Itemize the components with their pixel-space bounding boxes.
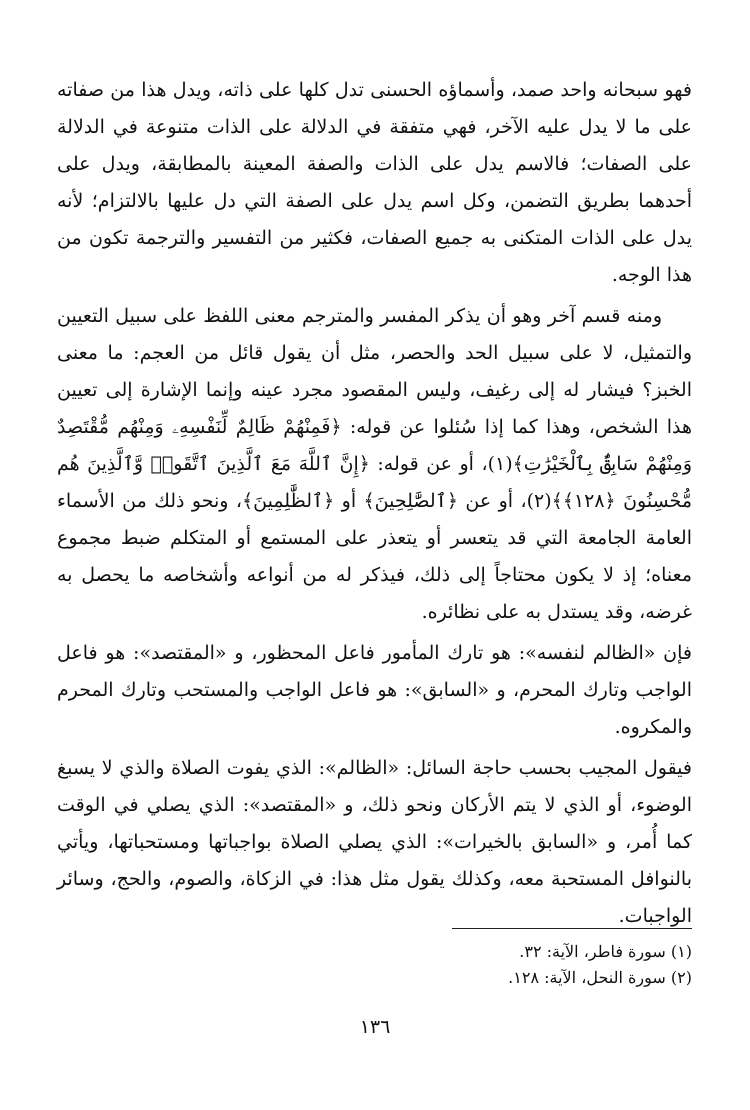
page-body [57, 72, 692, 939]
footnote-divider [452, 928, 692, 929]
paragraph-4: فيقول المجيب بحسب حاجة السائل: «الظالم»: الذي يفوت الصلاة والذي لا يسبغ الوضوء، أو الذي لا يتم الأركان ونحو ذلك، و «المقتصد»: الذي يصلي في الوقت كما أُمر، و «السابق بالخيرات»: الذي يصلي الصلاة بواجباتها ومستحباتها، ويأتي بالنوافل المستحبة معه، وكذلك يقول مثل هذا: في الزكاة، والصوم، والحج، وسائر الواجبات. [57, 757, 692, 927]
paragraph-2: ومنه قسم آخر وهو أن يذكر المفسر والمترجم معنى اللفظ على سبيل التعيين والتمثيل، لا على سبيل الحد والحصر، مثل أن يقول قائل من العجم: ما معنى الخبز؟ فيشار له إلى رغيف، وليس المقصود مجرد عينه وإنما الإشارة إلى تعيين هذا الشخص، وهذا كما إذا سُئلوا عن قوله: ﴿فَمِنْهُمْ ظَالِمٌ لِّنَفْسِهِۦ وَمِنْهُم مُّقْتَصِدٌ وَمِنْهُمْ سَابِقٌۢ بِٱلْخَيْرَٰتِ﴾(١)، أو عن قوله: ﴿إِنَّ ٱللَّهَ مَعَ ٱلَّذِينَ ٱتَّقَوا۟ وَّٱلَّذِينَ هُم مُّحْسِنُونَ ﴿١٢٨﴾﴾(٢)، أو عن ﴿ٱلصَّٰلِحِينَ﴾ أو ﴿ٱلظَّٰلِمِينَ﴾، ونحو ذلك من الأسماء العامة الجامعة التي قد يتعسر أو يتعذر على المستمع أو المتكلم ضبط مجموع معناه؛ إذ لا يكون محتاجاً إلى ذلك، فيذكر له من أنواعه وأشخاصه ما يحصل به غرضه، وقد يستدل به على نظائره. [57, 305, 692, 623]
paragraph-1: فهو سبحانه واحد صمد، وأسماؤه الحسنى تدل كلها على ذاته، ويدل هذا من صفاته على ما لا يدل عليه الآخر، فهي متفقة في الدلالة على الذات متنوعة في الدلالة على الصفات؛ فالاسم يدل على الذات والصفة المعينة بالمطابقة، ويدل على أحدهما بطريق التضمن، وكل اسم يدل على الصفة التي دل عليها بالالتزام؛ لأنه يدل على الذات المتكنى به جميع الصفات، فكثير من التفسير والترجمة تكون من هذا الوجه. [57, 79, 692, 286]
page-number: ١٣٦ [359, 1016, 391, 1038]
footnote-2: (٢) سورة النحل، الآية: ١٢٨. [508, 968, 692, 987]
footnotes [57, 928, 692, 991]
footnote-1: (١) سورة فاطر، الآية: ٣٢. [519, 942, 692, 961]
paragraph-3: فإن «الظالم لنفسه»: هو تارك المأمور فاعل المحظور، و «المقتصد»: هو فاعل الواجب وتارك المحرم، و «السابق»: هو فاعل الواجب والمستحب وتارك المحرم والمكروه. [57, 642, 692, 738]
